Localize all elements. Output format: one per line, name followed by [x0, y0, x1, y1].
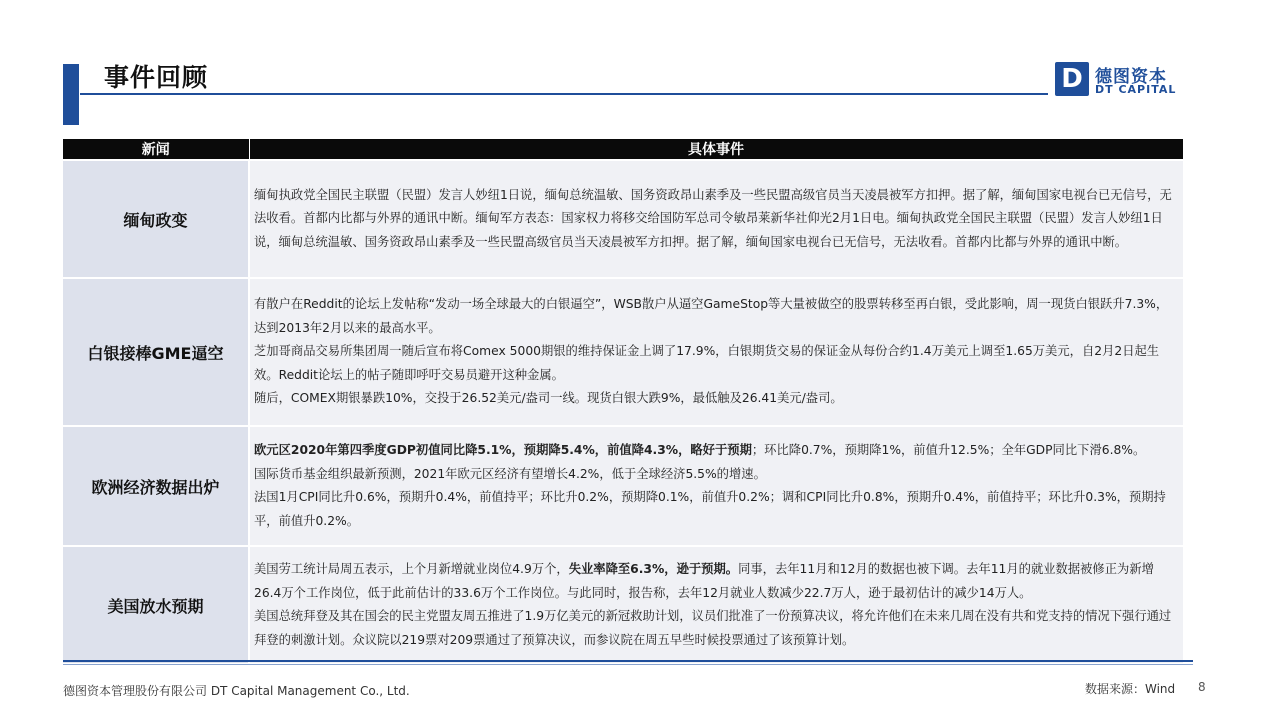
header-news: 新闻	[63, 139, 249, 160]
highlight-text: 欧元区2020年第四季度GDP初值同比降5.1%，预期降5.4%，前值降4.3%，略好于预期	[254, 443, 752, 457]
paragraph-text: 美国总统拜登及其在国会的民主党盟友周五推进了1.9万亿美元的新冠救助计划，议员们批准了一份预算决议，将允许他们在未来几周在没有共和党支持的情况下强行通过拜登的刺激计划。众议院以219票对209票通过了预算决议，而参议院在周五早些时候投票通过了该预算计划。	[254, 609, 1172, 647]
event-paragraph	[254, 387, 1175, 411]
paragraph-text: 美国劳工统计局周五表示，上个月新增就业岗位4.9万个，	[254, 562, 569, 576]
paragraph-text: 同事，去年11月和12月的数据也被下调。去年11月的就业数据被修正为新增26.4万个工作岗位，低于此前估计的33.6万个工作岗位。与此同时，报告称，去年12月就业人数减少22.7万人，逊于最初估计的减少14万人。	[254, 562, 1154, 600]
title-accent-bar	[63, 64, 79, 125]
table-row	[63, 278, 1183, 426]
event-paragraph	[254, 486, 1175, 533]
company-logo	[1055, 62, 1185, 98]
event-paragraph	[254, 293, 1175, 340]
news-category: 欧洲经济数据出炉	[63, 426, 249, 546]
event-details	[249, 278, 1183, 426]
paragraph-text: 有散户在Reddit的论坛上发帖称“发动一场全球最大的白银逼空”，WSB散户从逼空GameStop等大量被做空的股票转移至再白银，受此影响，周一现货白银跃升7.3%，达到2013年2月以来的最高水平。	[254, 297, 1169, 335]
page-title: 事件回顾	[104, 63, 209, 92]
paragraph-text: 国际货币基金组织最新预测，2021年欧元区经济有望增长4.2%，低于全球经济5.5%的增速。	[254, 466, 766, 481]
footer-rule	[63, 660, 1193, 662]
event-paragraph	[254, 558, 1175, 605]
logo-letter: D	[1061, 64, 1083, 94]
event-paragraph	[254, 463, 1175, 487]
footer-rule-thin	[63, 664, 1193, 665]
footer-company: 德图资本管理股份有限公司 DT Capital Management Co., Ltd.	[63, 684, 410, 698]
title-underline	[80, 93, 1048, 95]
footer-source: 数据来源：Wind	[1085, 682, 1176, 696]
table-row	[63, 546, 1183, 663]
logo-english-name: DT CAPITAL	[1095, 83, 1177, 96]
highlight-text: 失业率降至6.3%，逊于预期。	[568, 562, 739, 576]
paragraph-text: ；环比降0.7%，预期降1%，前值升12.5%；全年GDP同比下滑6.8%。	[751, 443, 1146, 457]
events-table	[63, 139, 1184, 663]
paragraph-text: 缅甸执政党全国民主联盟（民盟）发言人妙纽1日说，缅甸总统温敏、国务资政昂山素季及一些民盟高级官员当天凌晨被军方扣押。据了解，缅甸国家电视台已无信号，无法收看。首都内比都与外界的通讯中断。缅甸军方表态：国家权力将移交给国防军总司令敏昂莱新华社仰光2月1日电。缅甸执政党全国民主联盟（民盟）发言人妙纽1日说，缅甸总统温敏、国务资政昂山素季及一些民盟高级官员当天凌晨被军方扣押。据了解，缅甸国家电视台已无信号，无法收看。首都内比都与外界的通讯中断。	[254, 187, 1172, 249]
event-paragraph	[254, 340, 1175, 387]
event-paragraph	[254, 439, 1175, 463]
news-category: 白银接棒GME逼空	[63, 278, 249, 426]
paragraph-text: 法国1月CPI同比升0.6%，预期升0.4%，前值持平；环比升0.2%，预期降0.1%，前值升0.2%；调和CPI同比升0.8%，预期升0.4%，前值持平；环比升0.3%，预期持平，前值升0.2%。	[254, 490, 1166, 528]
paragraph-text: 芝加哥商品交易所集团周一随后宣布将Comex 5000期银的维持保证金上调了17.9%，白银期货交易的保证金从每份合约1.4万美元上调至1.65万美元，自2月2日起生效。Reddit论坛上的帖子随即呼吁交易员避开这种金属。	[254, 344, 1160, 382]
paragraph-text: 随后，COMEX期银暴跌10%，交投于26.52美元/盎司一线。现货白银大跌9%，最低触及26.41美元/盎司。	[254, 391, 843, 406]
header-details: 具体事件	[249, 139, 1183, 160]
table-row	[63, 426, 1183, 546]
page-number: 8	[1198, 680, 1206, 694]
logo-mark-icon	[1055, 62, 1089, 96]
logo-chinese-name: 德图资本	[1095, 67, 1167, 87]
news-category: 缅甸政变	[63, 160, 249, 278]
table-row	[63, 160, 1183, 278]
event-paragraph	[254, 184, 1175, 255]
news-category: 美国放水预期	[63, 546, 249, 663]
event-details	[249, 160, 1183, 278]
event-details	[249, 426, 1183, 546]
table-header-row	[63, 139, 1183, 160]
event-paragraph	[254, 605, 1175, 652]
event-details	[249, 546, 1183, 663]
